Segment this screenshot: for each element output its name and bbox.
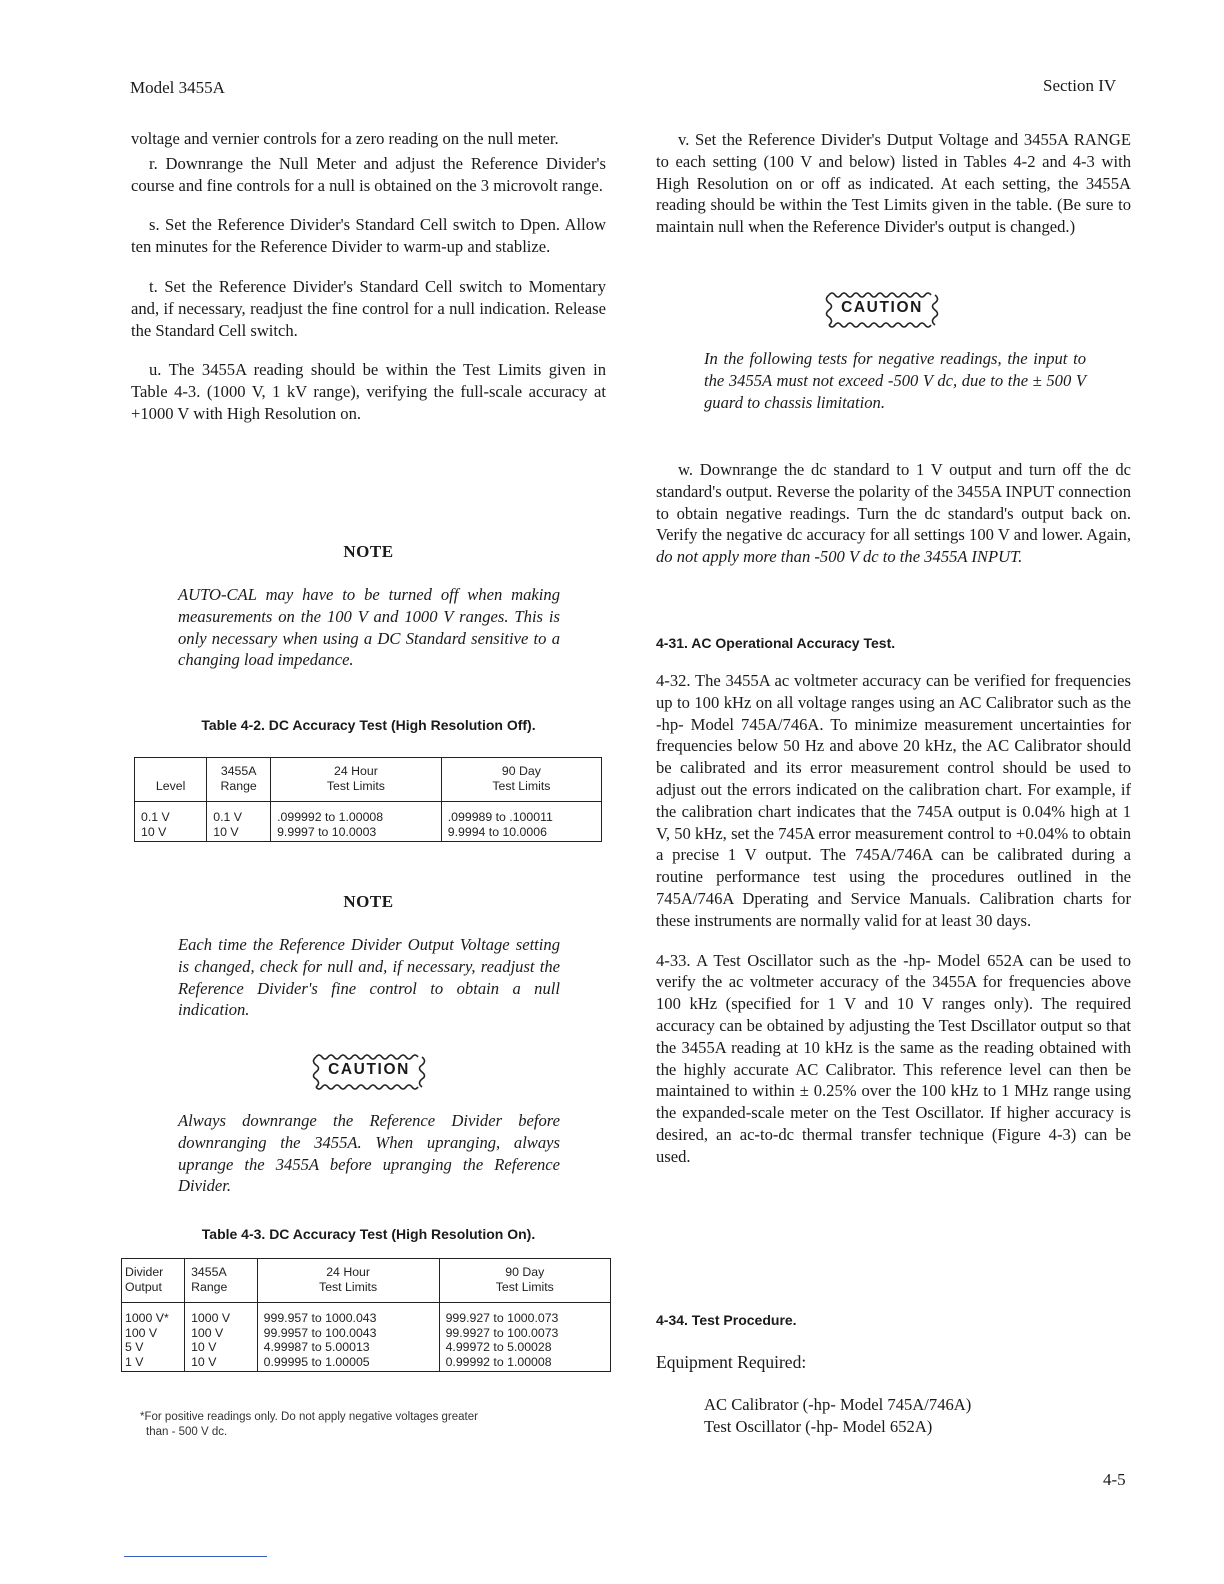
list-item: AC Calibrator (-hp- Model 745A/746A) — [704, 1395, 972, 1414]
header-90-day: 90 Day Test Limits — [441, 758, 601, 802]
caution-text-right: In the following tests for negative readings, the input to the 3455A must not exceed -500 V dc, due to the ± 500 V guard to chassis limitation. — [704, 349, 1086, 412]
heading-4-34: 4-34. Test Procedure. — [656, 1312, 797, 1328]
equipment-required-label: Equipment Required: — [656, 1352, 807, 1372]
table-header-row — [135, 758, 602, 802]
table-header-row — [122, 1259, 611, 1303]
table-row: 5 V 10 V 4.99987 to 5.00013 4.99972 to 5.00028 — [122, 1340, 611, 1355]
header-24-hour: 24 Hour Test Limits — [271, 758, 442, 802]
caution-box-right — [821, 290, 943, 330]
note-text-1: AUTO-CAL may have to be turned off when making measurements on the 100 V and 1000 V ranges. This is only necessary when using a DC Standard sensitive to a changing load impedance. — [178, 585, 560, 670]
paragraph-u: u. The 3455A reading should be within the Test Limits given in Table 4-3. (1000 V, 1 kV range), verifying the full-scale accuracy at +1000 V with High Resolution on. — [131, 360, 606, 423]
equipment-list — [704, 1394, 971, 1437]
right-column-top — [656, 129, 1131, 238]
header-level: Level — [135, 758, 207, 802]
note-heading-2: NOTE — [343, 892, 394, 911]
caution-box-left — [308, 1052, 430, 1092]
note-heading-1: NOTE — [343, 542, 394, 561]
note-text-2: Each time the Reference Divider Output Voltage setting is changed, check for null and, if necessary, readjust the Reference Divider's fine control to obtain a null indication. — [178, 935, 560, 1020]
table-footnote: *For positive readings only. Do not apply negative voltages greater than - 500 V dc. — [140, 1411, 478, 1438]
paragraph-t: t. Set the Reference Divider's Standard Cell switch to Momentary and, if necessary, readjust the fine control for a null indication. Release the Standard Cell switch. — [131, 276, 606, 340]
running-header-section: Section IV — [1043, 76, 1117, 95]
header-range: 3455A Range — [185, 1259, 258, 1303]
header-90-day: 90 Day Test Limits — [439, 1259, 610, 1303]
left-column — [131, 128, 606, 425]
header-divider-output: Divider Output — [122, 1259, 185, 1303]
right-column-middle — [656, 459, 1131, 568]
running-header-model: Model 3455A — [130, 78, 225, 97]
table-4-2 — [134, 757, 602, 842]
paragraph-w: w. Downrange the dc standard to 1 V output and turn off the dc standard's output. Reverse the polarity of the 3455A INPUT connection to obtain negative readings. Turn the dc standard's output back on. Verify the negative dc accuracy for all settings 100 V and lower. Again, do not apply more than -500 V dc to the 3455A INPUT. — [656, 460, 1131, 567]
paragraph-r: r. Downrange the Null Meter and adjust the Reference Divider's course and fine controls for a null is obtained on the 3 microvolt range. — [131, 153, 606, 195]
table-row: 1000 V* 1000 V 999.957 to 1000.043 999.927 to 1000.073 — [122, 1303, 611, 1326]
page-number: 4-5 — [1103, 1470, 1126, 1489]
table-row: 1 V 10 V 0.99995 to 1.00005 0.99992 to 1.00008 — [122, 1355, 611, 1372]
right-column-lower — [656, 670, 1131, 1168]
table-4-3-caption: Table 4-3. DC Accuracy Test (High Resolution On). — [201, 1226, 536, 1242]
paragraph-4-33: 4-33. A Test Oscillator such as the -hp- Model 652A can be used to verify the ac voltmeter accuracy of the 3455A for frequencies above 100 kHz (specified for 1 V and 10 V ranges only). The required accuracy can be obtained by adjusting the Test Dscillator output so that the 3455A reading at 10 kHz is the same as the reading obtained with the highly accurate AC Calibrator. This reference level can then be maintained to within ± 0.25% over the 100 kHz to 1 MHz range using the expanded-scale meter on the Test Oscillator. If higher accuracy is desired, an ac-to-dc thermal transfer technique (Figure 4-3) can be used. — [656, 950, 1131, 1166]
header-24-hour: 24 Hour Test Limits — [257, 1259, 439, 1303]
header-range: 3455A Range — [207, 758, 271, 802]
bottom-rule — [124, 1556, 267, 1557]
table-row: 0.1 V 0.1 V .099992 to 1.00008 .099989 to .100011 — [135, 802, 602, 825]
caution-label: CAUTION — [328, 1061, 410, 1078]
table-row: 10 V 10 V 9.9997 to 10.0003 9.9994 to 10.0006 — [135, 825, 602, 842]
paragraph-s: s. Set the Reference Divider's Standard Cell switch to Dpen. Allow ten minutes for the Reference Divider to warm-up and stablize. — [131, 215, 606, 257]
paragraph-4-32: 4-32. The 3455A ac voltmeter accuracy can be verified for frequencies up to 100 kHz on all voltage ranges using an AC Calibrator such as the -hp- Model 745A/746A. To minimize measurement uncertainties for frequencies below 50 Hz and above 20 kHz, the AC Calibrator should be calibrated and its error measurement control should be used to adjust out the errors indicated on the calibration chart. For example, if the calibration chart indicates that the 745A output is 0.04% high at 1 V, 50 kHz, set the 745A error measurement control to +0.04% to obtain a precise 1 V output. The 745A/746A can be calibrated during a routine performance test using the procedures outlined in the 745A/746A Dperating and Service Manuals. Calibration charts for these instruments are normally valid for at least 30 days. — [656, 671, 1131, 930]
paragraph-q: voltage and vernier controls for a zero reading on the null meter. — [131, 129, 559, 148]
heading-4-31: 4-31. AC Operational Accuracy Test. — [656, 635, 896, 651]
table-4-3 — [121, 1258, 611, 1372]
table-row: 100 V 100 V 99.9957 to 100.0043 99.9927 to 100.0073 — [122, 1326, 611, 1341]
table-4-2-caption: Table 4-2. DC Accuracy Test (High Resolution Off). — [201, 717, 536, 733]
caution-label: CAUTION — [841, 299, 923, 316]
caution-text-left: Always downrange the Reference Divider before downranging the 3455A. When upranging, always uprange the 3455A before upranging the Reference Divider. — [178, 1111, 560, 1196]
paragraph-v: v. Set the Reference Divider's Dutput Voltage and 3455A RANGE to each setting (100 V and below) listed in Tables 4-2 and 4-3 with High Resolution on or off as indicated. At each setting, the 3455A reading should be within the Test Limits given in the table. (Be sure to maintain null when the Reference Divider's output is changed.) — [656, 130, 1131, 237]
list-item: Test Oscillator (-hp- Model 652A) — [704, 1416, 933, 1436]
